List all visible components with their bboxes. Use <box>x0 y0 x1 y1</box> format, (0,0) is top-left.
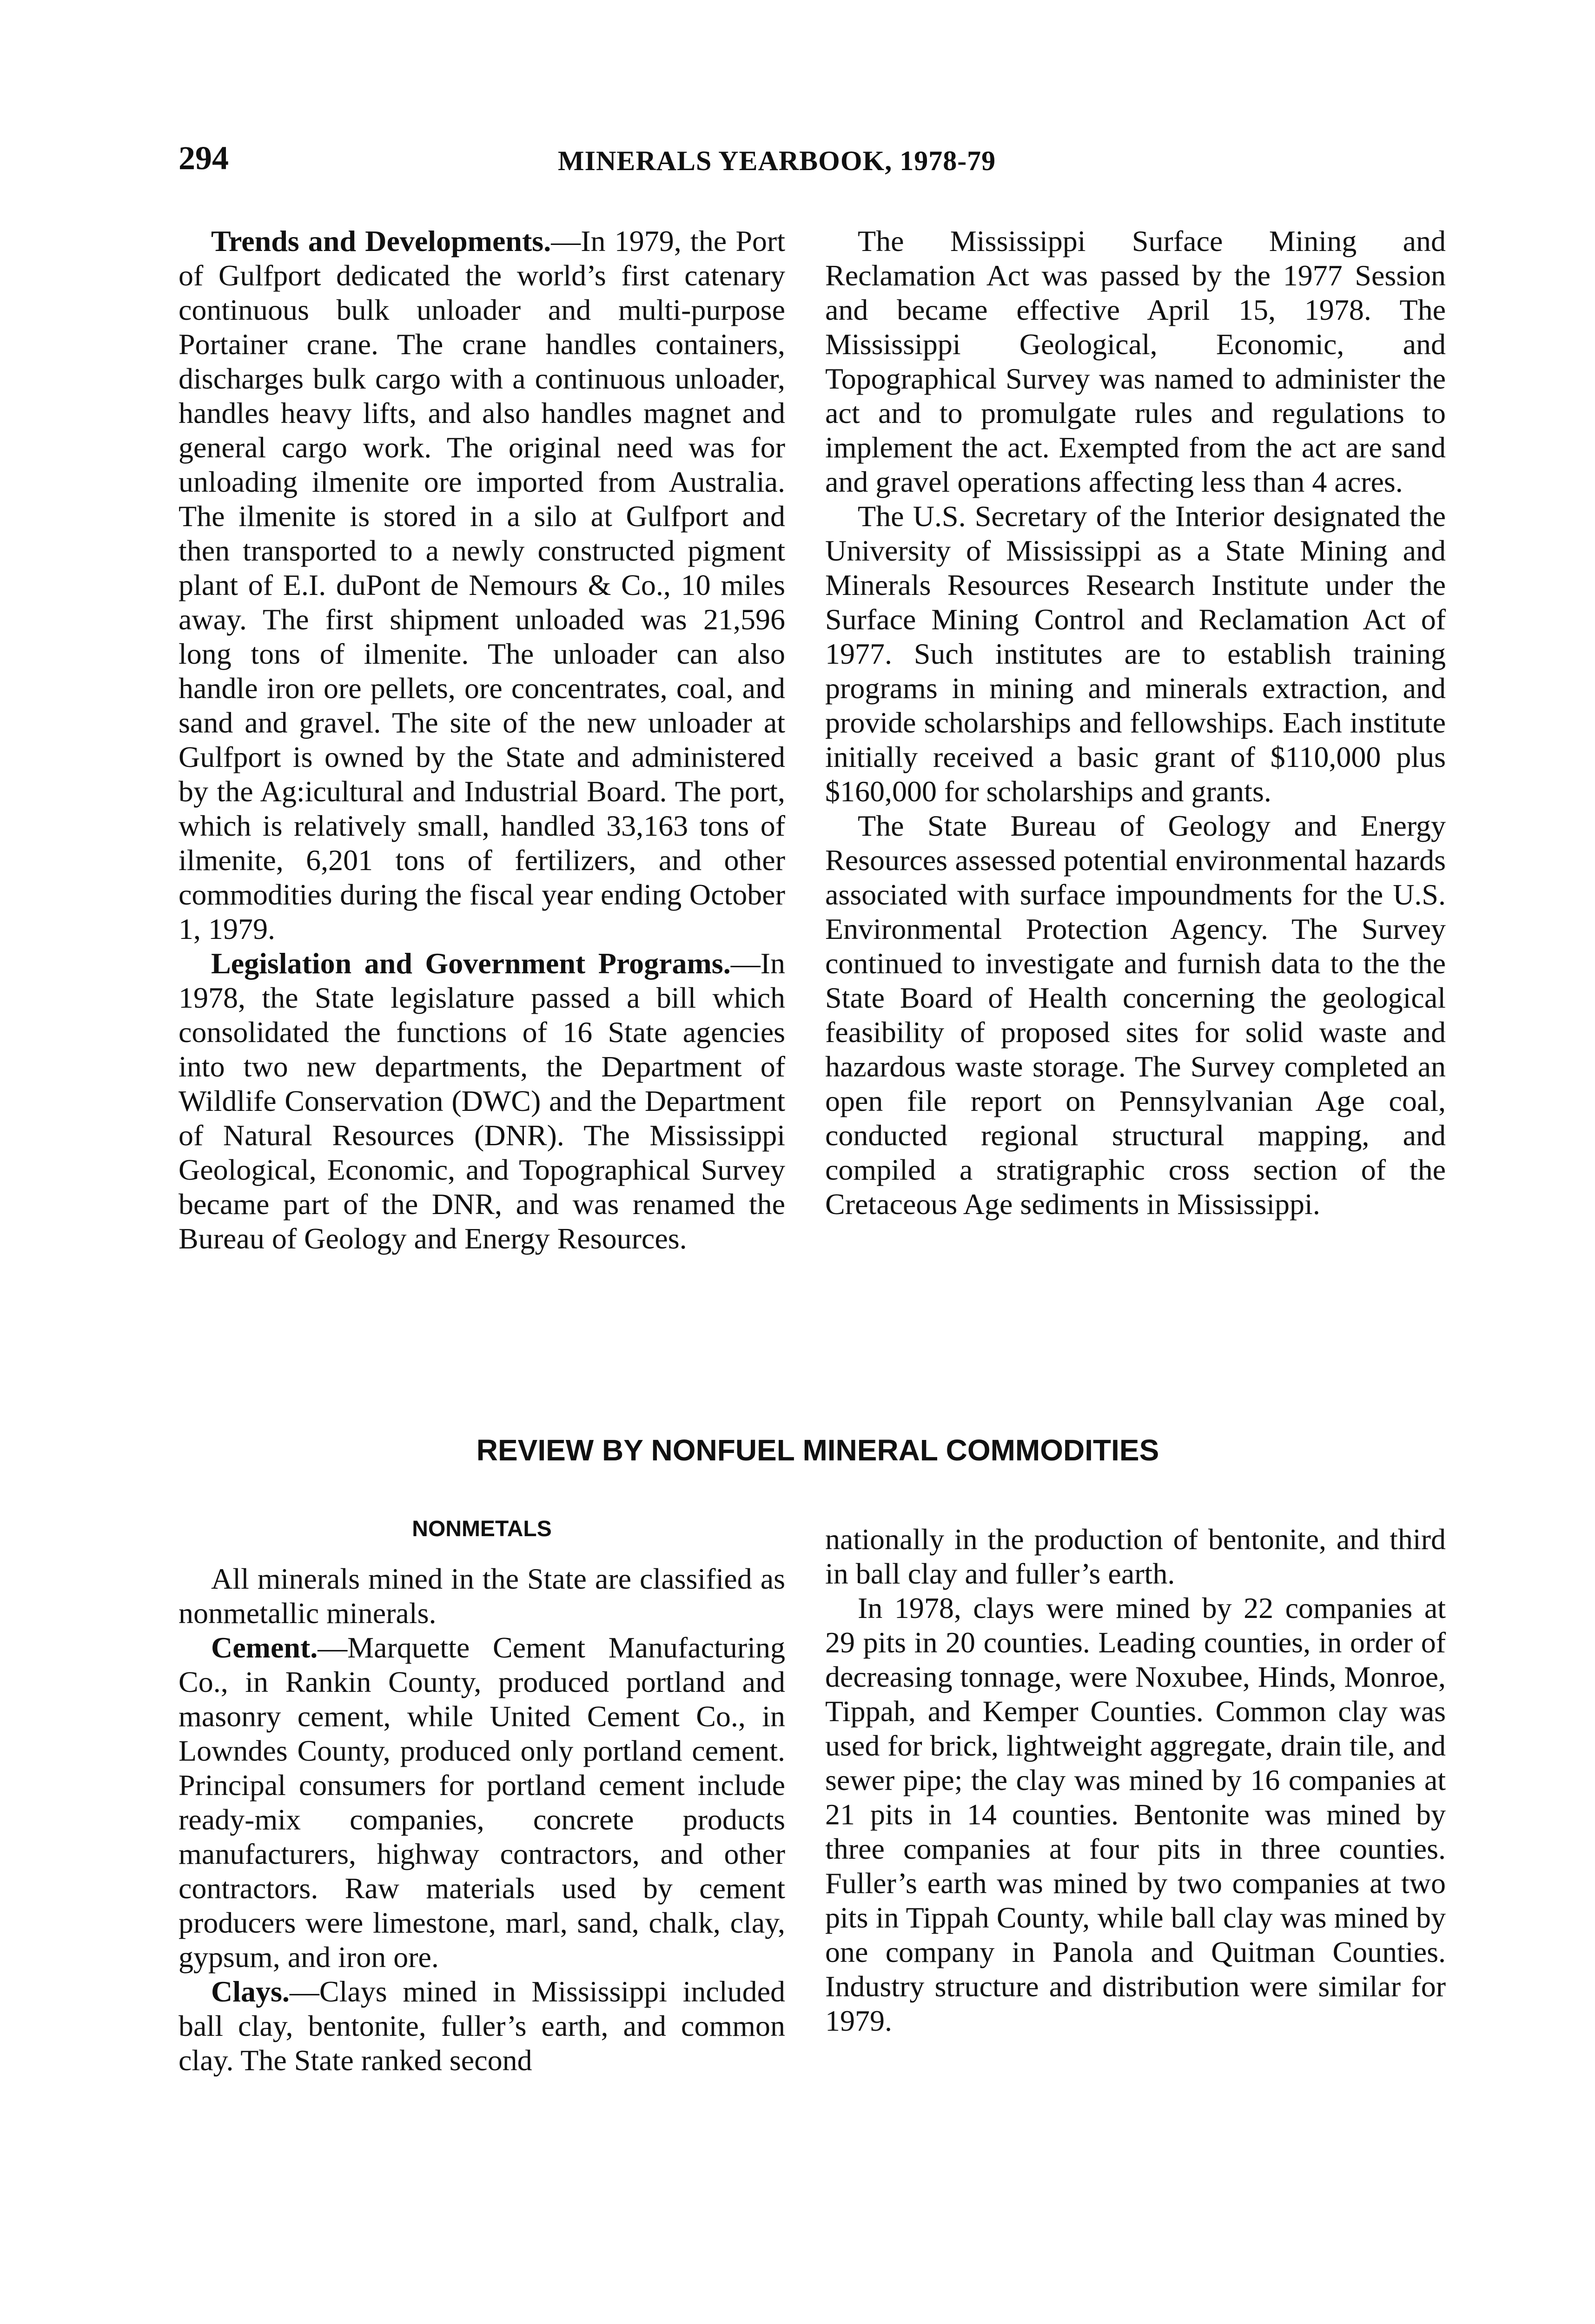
paragraph-trends-and-developments <box>179 224 785 946</box>
paragraph-text: —Clays mined in Mississippi included ball clay, bentonite, fuller’s earth, and common clay. The State ranked second <box>179 1975 785 2077</box>
paragraph-text: —In 1978, the State legislature passed a bill which consolidated the functions of 16 State agencies into two new departments, the Department of Wildlife Conservation (DWC) and the Department of Natural Resources (DNR). The Mississippi Geological, Economic, and Topographical Survey became part of the DNR, and was renamed the Bureau of Geology and Energy Resources. <box>179 947 785 1255</box>
page-number: 294 <box>179 139 229 177</box>
right-column-bottom <box>825 1522 1446 2038</box>
paragraph-text: —In 1979, the Port of Gulfport dedicated the world’s first catenary continuous bulk unloader and multi-purpose Portainer crane. The crane handles containers, discharges bulk cargo with a continuous unloader, handles heavy lifts, and also handles magnet and general cargo work. The original need was for unloading ilmenite ore imported from Australia. The ilmenite is stored in a silo at Gulfport and then transported to a newly constructed pigment plant of E.I. duPont de Nemours & Co., 10 miles away. The first shipment unloaded was 21,596 long tons of ilmenite. The unloader can also handle iron ore pellets, ore concentrates, coal, and sand and gravel. The site of the new unloader at Gulfport is owned by the State and administered by the Ag:icultural and Industrial Board. The port, which is relatively small, handled 33,163 tons of ilmenite, 6,201 tons of fertilizers, and other commodities during the fiscal year ending October 1, 1979. <box>179 224 786 945</box>
paragraph-clays-continued: nationally in the production of bentonite, and third in ball clay and fuller’s earth. <box>825 1523 1446 1590</box>
run-in-heading-clays: Clays. <box>211 1975 290 2008</box>
paragraph-clays-1978: In 1978, clays were mined by 22 companies at 29 pits in 20 counties. Leading counties, in order of decreasing tonnage, were Noxubee, Hinds, Monroe, Tippah, and Kemper Counties. Common clay was used for brick, lightweight aggregate, drain tile, and sewer pipe; the clay was mined by 16 companies at 21 pits in 14 counties. Bentonite was mined by three companies at four pits in three counties. Fuller’s earth was mined by two companies at two pits in Tippah County, while ball clay was mined by one company in Panola and Quitman Counties. Industry structure and distribution were similar for 1979. <box>825 1591 1446 2037</box>
right-column-top <box>825 224 1446 1221</box>
left-column-top <box>179 224 785 1256</box>
run-in-heading-legislation: Legislation and Government Programs. <box>211 947 731 980</box>
paragraph-surface-mining-act: The Mississippi Surface Mining and Reclamation Act was passed by the 1977 Session and became effective April 15, 1978. The Mississippi Geological, Economic, and Topographical Survey was named to administer the act and to promulgate rules and regulations to implement the act. Exempted from the act are sand and gravel operations affecting less than 4 acres. <box>825 224 1446 498</box>
subheading-nonmetals: NONMETALS <box>412 1517 552 1541</box>
paragraph-text: —Marquette Cement Manufacturing Co., in Rankin County, produced portland and masonry cement, while United Cement Co., in Lowndes County, produced only portland cement. Principal consumers for portland cement include ready-mix companies, concrete products manufacturers, highway contractors, and other contractors. Raw materials used by cement producers were limestone, marl, sand, chalk, clay, gypsum, and iron ore. <box>179 1631 785 1974</box>
run-in-heading-cement: Cement. <box>211 1631 318 1664</box>
paragraph-clays <box>179 1974 785 2078</box>
paragraph-research-institute: The U.S. Secretary of the Interior designated the University of Mississippi as a State Mining and Minerals Resources Research Institute under the Surface Mining Control and Reclamation Act of 1977. Such institutes are to establish training programs in mining and minerals extraction, and provide scholarships and fellowships. Each institute initially received a basic grant of $110,000 plus $160,000 for scholarships and grants. <box>825 500 1446 808</box>
section-heading: REVIEW BY NONFUEL MINERAL COMMODITIES <box>476 1433 1159 1467</box>
left-column-bottom <box>179 1562 785 2078</box>
running-title: MINERALS YEARBOOK, 1978-79 <box>558 145 996 176</box>
paragraph-legislation-and-government-programs <box>179 946 785 1256</box>
paragraph-bureau-of-geology: The State Bureau of Geology and Energy Resources assessed potential environmental hazards associated with surface impoundments for the U.S. Environmental Protection Agency. The Survey continued to investigate and furnish data to the the State Board of Health concerning the geological feasibility of proposed sites for solid waste and hazardous waste storage. The Survey completed an open file report on Pennsylvanian Age coal, conducted regional structural mapping, and compiled a stratigraphic cross section of the Cretaceous Age sediments in Mississippi. <box>825 809 1446 1221</box>
paragraph-all-minerals: All minerals mined in the State are classified as nonmetallic minerals. <box>179 1562 785 1630</box>
running-head <box>179 135 1457 186</box>
paragraph-cement <box>179 1631 785 1974</box>
run-in-heading-trends: Trends and Developments. <box>211 224 551 257</box>
